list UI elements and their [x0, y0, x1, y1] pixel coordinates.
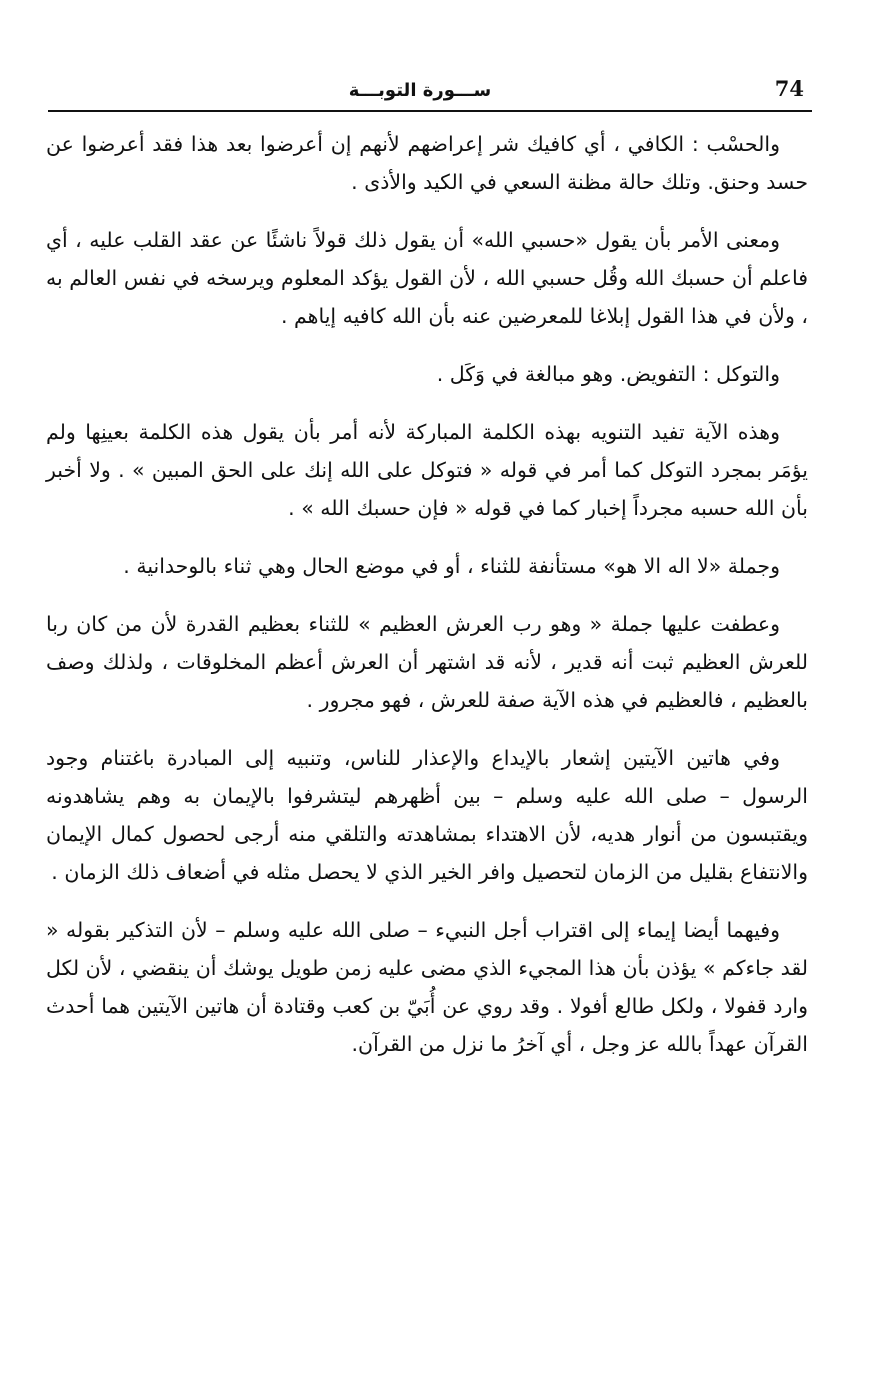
page-body [46, 125, 808, 1083]
page-number: 74 [774, 76, 804, 101]
paragraph-two-verses: وفي هاتين الآيتين إشعار بالإيداع والإعذار للناس، وتنبيه إلى المبادرة باغتنام وجود الرسول – صلى الله عليه وسلم – بين أظهرهم ليتشرفوا بالإيمان به وهم يشاهدونه ويقتبسون من أنوار هديه، لأن الاهتداء بمشاهدته والتلقي منه أرجى لحصول كمال الإيمان والانتفاع بقليل من الزمان لتحصيل وافر الخير الذي لا يحصل مثله في أضعاف ذلك الزمان . [46, 746, 808, 884]
paragraph-verse-praise: وهذه الآية تفيد التنويه بهذه الكلمة المباركة لأنه أمر بأن يقول هذه الكلمة بعينِها ولم يؤمَر بمجرد التوكل كما أمر في قوله « فتوكل على الله إنك على الحق المبين » . ولا أخبر بأن الله حسبه مجرداً إخبار كما في قوله « فإن حسبك الله » . [46, 420, 808, 520]
page-header [50, 72, 810, 112]
paragraph-la-ilaha: وجملة «لا اله الا هو» مستأنفة للثناء ، أو في موضع الحال وهي ثناء بالوحدانية . [123, 554, 780, 578]
surah-title: ســـورة التوبـــة [348, 80, 492, 101]
paragraph-meaning-of-command: ومعنى الأمر بأن يقول «حسبي الله» أن يقول ذلك قولاً ناشئًا عن عقد القلب عليه ، أي فاعلم أن حسبك الله وقُل حسبي الله ، لأن القول يؤكد المعلوم ويرسخه في نفس العالم به ، ولأن في هذا القول إبلاغا للمعرضين عنه بأن الله كافيه إياهم . [46, 228, 808, 328]
paragraph-hasb: والحسْب : الكافي ، أي كافيك شر إعراضهم لأنهم إن أعرضوا بعد هذا فقد أعرضوا عن حسد وحنق. وتلك حالة مظنة السعي في الكيد والأذى . [46, 132, 808, 194]
header-divider [48, 110, 812, 112]
paragraph-throne: وعطفت عليها جملة « وهو رب العرش العظيم » للثناء بعظيم القدرة لأن من كان ربا للعرش العظيم ثبت أنه قدير ، لأنه قد اشتهر أن العرش أعظم المخلوقات ، ولذلك وصف بالعظيم ، فالعظيم في هذه الآية صفة للعرش ، فهو مجرور . [46, 612, 808, 712]
paragraph-tawakkul: والتوكل : التفويض. وهو مبالغة في وَكَل . [436, 362, 780, 386]
paragraph-last-revealed: وفيهما أيضا إيماء إلى اقتراب أجل النبيء – صلى الله عليه وسلم – لأن التذكير بقوله « لقد جاءكم » يؤذن بأن هذا المجيء الذي مضى عليه زمن طويل يوشك أن ينقضي ، لأن لكل وارد قفولا ، ولكل طالع أفولا . وقد روي عن أُبَيّ بن كعب وقتادة أن هاتين الآيتين هما أحدث القرآن عهداً بالله عز وجل ، أي آخرُ ما نزل من القرآن. [46, 918, 808, 1056]
